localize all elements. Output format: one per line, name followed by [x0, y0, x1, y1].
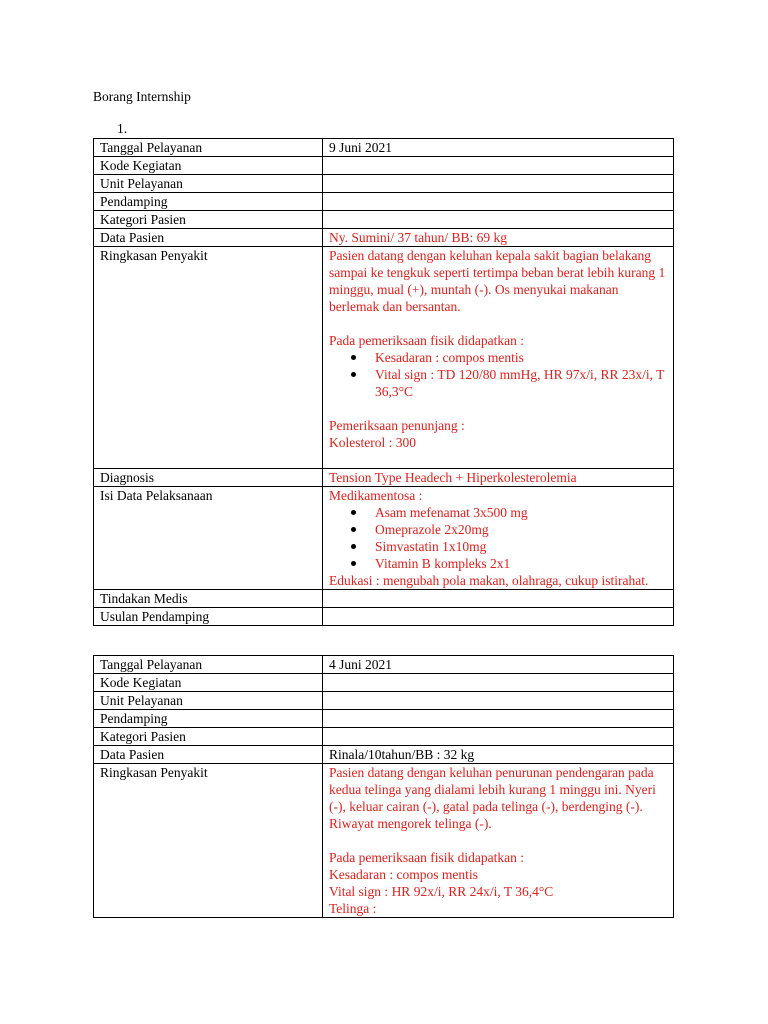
table-row	[94, 175, 674, 193]
value-unit-pelayanan	[323, 692, 674, 710]
label-unit-pelayanan: Unit Pelayanan	[94, 175, 323, 193]
table-row	[94, 710, 674, 728]
table-row	[94, 608, 674, 626]
label-tindakan-medis: Tindakan Medis	[94, 590, 323, 608]
list-item: Vital sign : TD 120/80 mmHg, HR 97x/i, RR 23x/i, T 36,3°C	[329, 366, 667, 400]
table-row	[94, 139, 674, 157]
label-pendamping: Pendamping	[94, 710, 323, 728]
medikamentosa-heading: Medikamentosa :	[329, 488, 423, 503]
bullet-icon	[351, 544, 356, 549]
internship-form-1	[93, 138, 674, 626]
table-row	[94, 674, 674, 692]
label-isi-data: Isi Data Pelaksanaan	[94, 487, 323, 590]
bullet-icon	[351, 561, 356, 566]
value-kode-kegiatan	[323, 674, 674, 692]
edukasi-text: Edukasi : mengubah pola makan, olahraga, cukup istirahat.	[329, 573, 649, 588]
label-usulan-pendamping: Usulan Pendamping	[94, 608, 323, 626]
penunjang-heading: Pemeriksaan penunjang :	[329, 418, 465, 433]
label-diagnosis: Diagnosis	[94, 469, 323, 487]
table-row	[94, 746, 674, 764]
document-title: Borang Internship	[93, 89, 191, 104]
label-pendamping: Pendamping	[94, 193, 323, 211]
table-row	[94, 229, 674, 247]
bullet-icon	[351, 372, 356, 377]
value-kode-kegiatan	[323, 157, 674, 175]
bullet-icon	[351, 510, 356, 515]
kesadaran-text: Kesadaran : compos mentis	[329, 867, 478, 882]
value-pendamping	[323, 193, 674, 211]
penunjang-value: Kolesterol : 300	[329, 435, 416, 450]
label-kode-kegiatan: Kode Kegiatan	[94, 157, 323, 175]
list-number: 1.	[117, 121, 128, 136]
fisik-heading: Pada pemeriksaan fisik didapatkan :	[329, 850, 524, 865]
table-row	[94, 692, 674, 710]
bullet-icon	[351, 355, 356, 360]
label-kategori-pasien: Kategori Pasien	[94, 211, 323, 229]
telinga-text: Telinga :	[329, 901, 377, 916]
label-tanggal-pelayanan: Tanggal Pelayanan	[94, 656, 323, 674]
table-row	[94, 764, 674, 918]
list-item: Kesadaran : compos mentis	[329, 349, 667, 366]
label-tanggal-pelayanan: Tanggal Pelayanan	[94, 139, 323, 157]
ringkasan-paragraph: Pasien datang dengan keluhan penurunan pendengaran pada kedua telinga yang dialami lebih kurang 1 minggu ini. Nyeri (-), keluar cairan (-), gatal pada telinga (-), berdenging (-). Riwayat mengorek telinga (-).	[329, 765, 656, 831]
list-item: Vitamin B kompleks 2x1	[329, 555, 667, 572]
value-data-pasien: Ny. Sumini/ 37 tahun/ BB: 69 kg	[323, 229, 674, 247]
label-data-pasien: Data Pasien	[94, 229, 323, 247]
label-ringkasan-penyakit: Ringkasan Penyakit	[94, 247, 323, 469]
table-row	[94, 469, 674, 487]
table-row	[94, 157, 674, 175]
value-data-pasien: Rinala/10tahun/BB : 32 kg	[323, 746, 674, 764]
value-ringkasan-penyakit	[323, 764, 674, 918]
value-tanggal-pelayanan: 4 Juni 2021	[323, 656, 674, 674]
label-kode-kegiatan: Kode Kegiatan	[94, 674, 323, 692]
value-kategori-pasien	[323, 728, 674, 746]
value-isi-data	[323, 487, 674, 590]
label-data-pasien: Data Pasien	[94, 746, 323, 764]
list-item: Omeprazole 2x20mg	[329, 521, 667, 538]
table-row	[94, 487, 674, 590]
table-row	[94, 728, 674, 746]
value-kategori-pasien	[323, 211, 674, 229]
list-item: Simvastatin 1x10mg	[329, 538, 667, 555]
value-tindakan-medis	[323, 590, 674, 608]
value-ringkasan-penyakit	[323, 247, 674, 469]
bullet-icon	[351, 527, 356, 532]
label-ringkasan-penyakit: Ringkasan Penyakit	[94, 764, 323, 918]
value-diagnosis: Tension Type Headech + Hiperkolesterolemia	[323, 469, 674, 487]
table-row	[94, 590, 674, 608]
table-row	[94, 247, 674, 469]
fisik-heading: Pada pemeriksaan fisik didapatkan :	[329, 333, 524, 348]
value-tanggal-pelayanan: 9 Juni 2021	[323, 139, 674, 157]
label-kategori-pasien: Kategori Pasien	[94, 728, 323, 746]
value-pendamping	[323, 710, 674, 728]
table-row	[94, 193, 674, 211]
value-unit-pelayanan	[323, 175, 674, 193]
label-unit-pelayanan: Unit Pelayanan	[94, 692, 323, 710]
vital-sign-text: Vital sign : HR 92x/i, RR 24x/i, T 36,4°C	[329, 884, 554, 899]
internship-form-2	[93, 655, 674, 918]
table-row	[94, 211, 674, 229]
list-item: Asam mefenamat 3x500 mg	[329, 504, 667, 521]
value-usulan-pendamping	[323, 608, 674, 626]
ringkasan-paragraph: Pasien datang dengan keluhan kepala sakit bagian belakang sampai ke tengkuk seperti tertimpa beban berat lebih kurang 1 minggu, mual (+), muntah (-). Os menyukai makanan berlemak dan bersantan.	[329, 248, 666, 314]
table-row	[94, 656, 674, 674]
